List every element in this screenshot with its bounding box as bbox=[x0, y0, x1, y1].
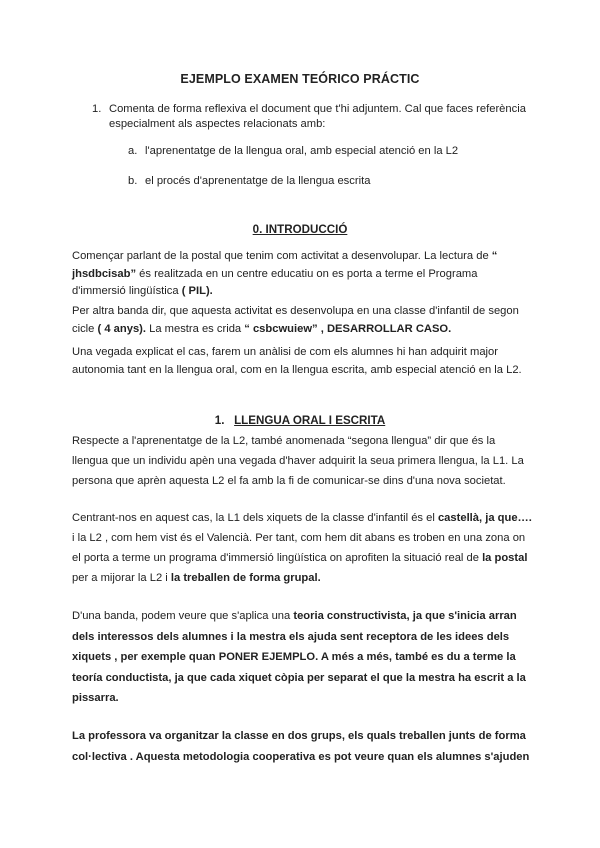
intro-paragraph-3: Una vegada explicat el cas, farem un anàlisi de com els alumnes hi han adquirit major autonomia tant en la llengua oral, com en la llengua escrita, amb especial atenció en la L2. bbox=[72, 346, 522, 376]
question-line-2: especialment als aspectes relacionats amb: bbox=[109, 118, 326, 130]
item-b-text: el procés d'aprenentatge de la llengua escrita bbox=[145, 175, 371, 187]
section-1-paragraph-2: Centrant-nos en aquest cas, la L1 dels xiquets de la classe d'infantil és el castellà, ja que…. i la L2 , com hem vist és el Valencià. Per tant, com hem dit abans es troben en una zona on el porta a terme un programa d'immersió lingüística on aprofiten la situació real de la postal per a mijorar la L2 i la treballen de forma grupal. bbox=[72, 512, 532, 584]
section-1-paragraph-4: La professora va organitzar la classe en dos grups, els quals treballen junts de forma col·lectiva . Aquesta metodologia cooperativa es pot veure quan els alumnes s'ajuden bbox=[72, 730, 530, 763]
section-1-paragraph-1: Respecte a l'aprenentatge de la L2, també anomenada “segona llengua” dir que és la llengua que un individu apèn una vegada d'haver adquirit la seua primera llengua, la L1. La persona que aprèn aquesta L2 el fa amb la fi de comunicar-se dins d'una nova societat. bbox=[72, 435, 524, 487]
intro-paragraph-1: Començar parlant de la postal que tenim com activitat a desenvolupar. La lectura de “ jhsdbcisab” és realitzada en un centre educatiu on es porta a terme el Programa d'immersió lingüística ( PIL). bbox=[72, 250, 498, 297]
section-1-heading bbox=[0, 414, 600, 427]
item-a-text: l'aprenentatge de la llengua oral, amb especial atenció en la L2 bbox=[145, 145, 459, 157]
question-number: 1. bbox=[92, 103, 102, 115]
intro-paragraph-2: Per altra banda dir, que aquesta activitat es desenvolupa en una classe d'infantil de segon cicle ( 4 anys). La mestra es crida “ csbcwuiew” , DESARROLLAR CASO. bbox=[72, 305, 519, 335]
item-a-marker: a. bbox=[128, 145, 138, 157]
section-1-number: 1. bbox=[214, 414, 225, 427]
section-1-title: LLENGUA ORAL I ESCRITA bbox=[234, 414, 386, 427]
document-title: EJEMPLO EXAMEN TEÓRICO PRÁCTIC bbox=[180, 72, 420, 86]
question-line-1: Comenta de forma reflexiva el document que t'hi adjuntem. Cal que faces referència bbox=[109, 103, 526, 115]
section-0-heading: 0. INTRODUCCIÓ bbox=[252, 223, 348, 236]
item-b-marker: b. bbox=[128, 175, 138, 187]
section-1-paragraph-3: D'una banda, podem veure que s'aplica una teoria constructivista, ja que s'inicia arran dels interessos dels alumnes i la mestra els ajuda sent receptora de les idees dels xiquets , per exemple quan PONER EJEMPLO. A més a més, també es du a terme la teoría conductista, ja que cada xiquet còpia per separat el que la mestra ha escrit a la pissarra. bbox=[72, 610, 526, 704]
